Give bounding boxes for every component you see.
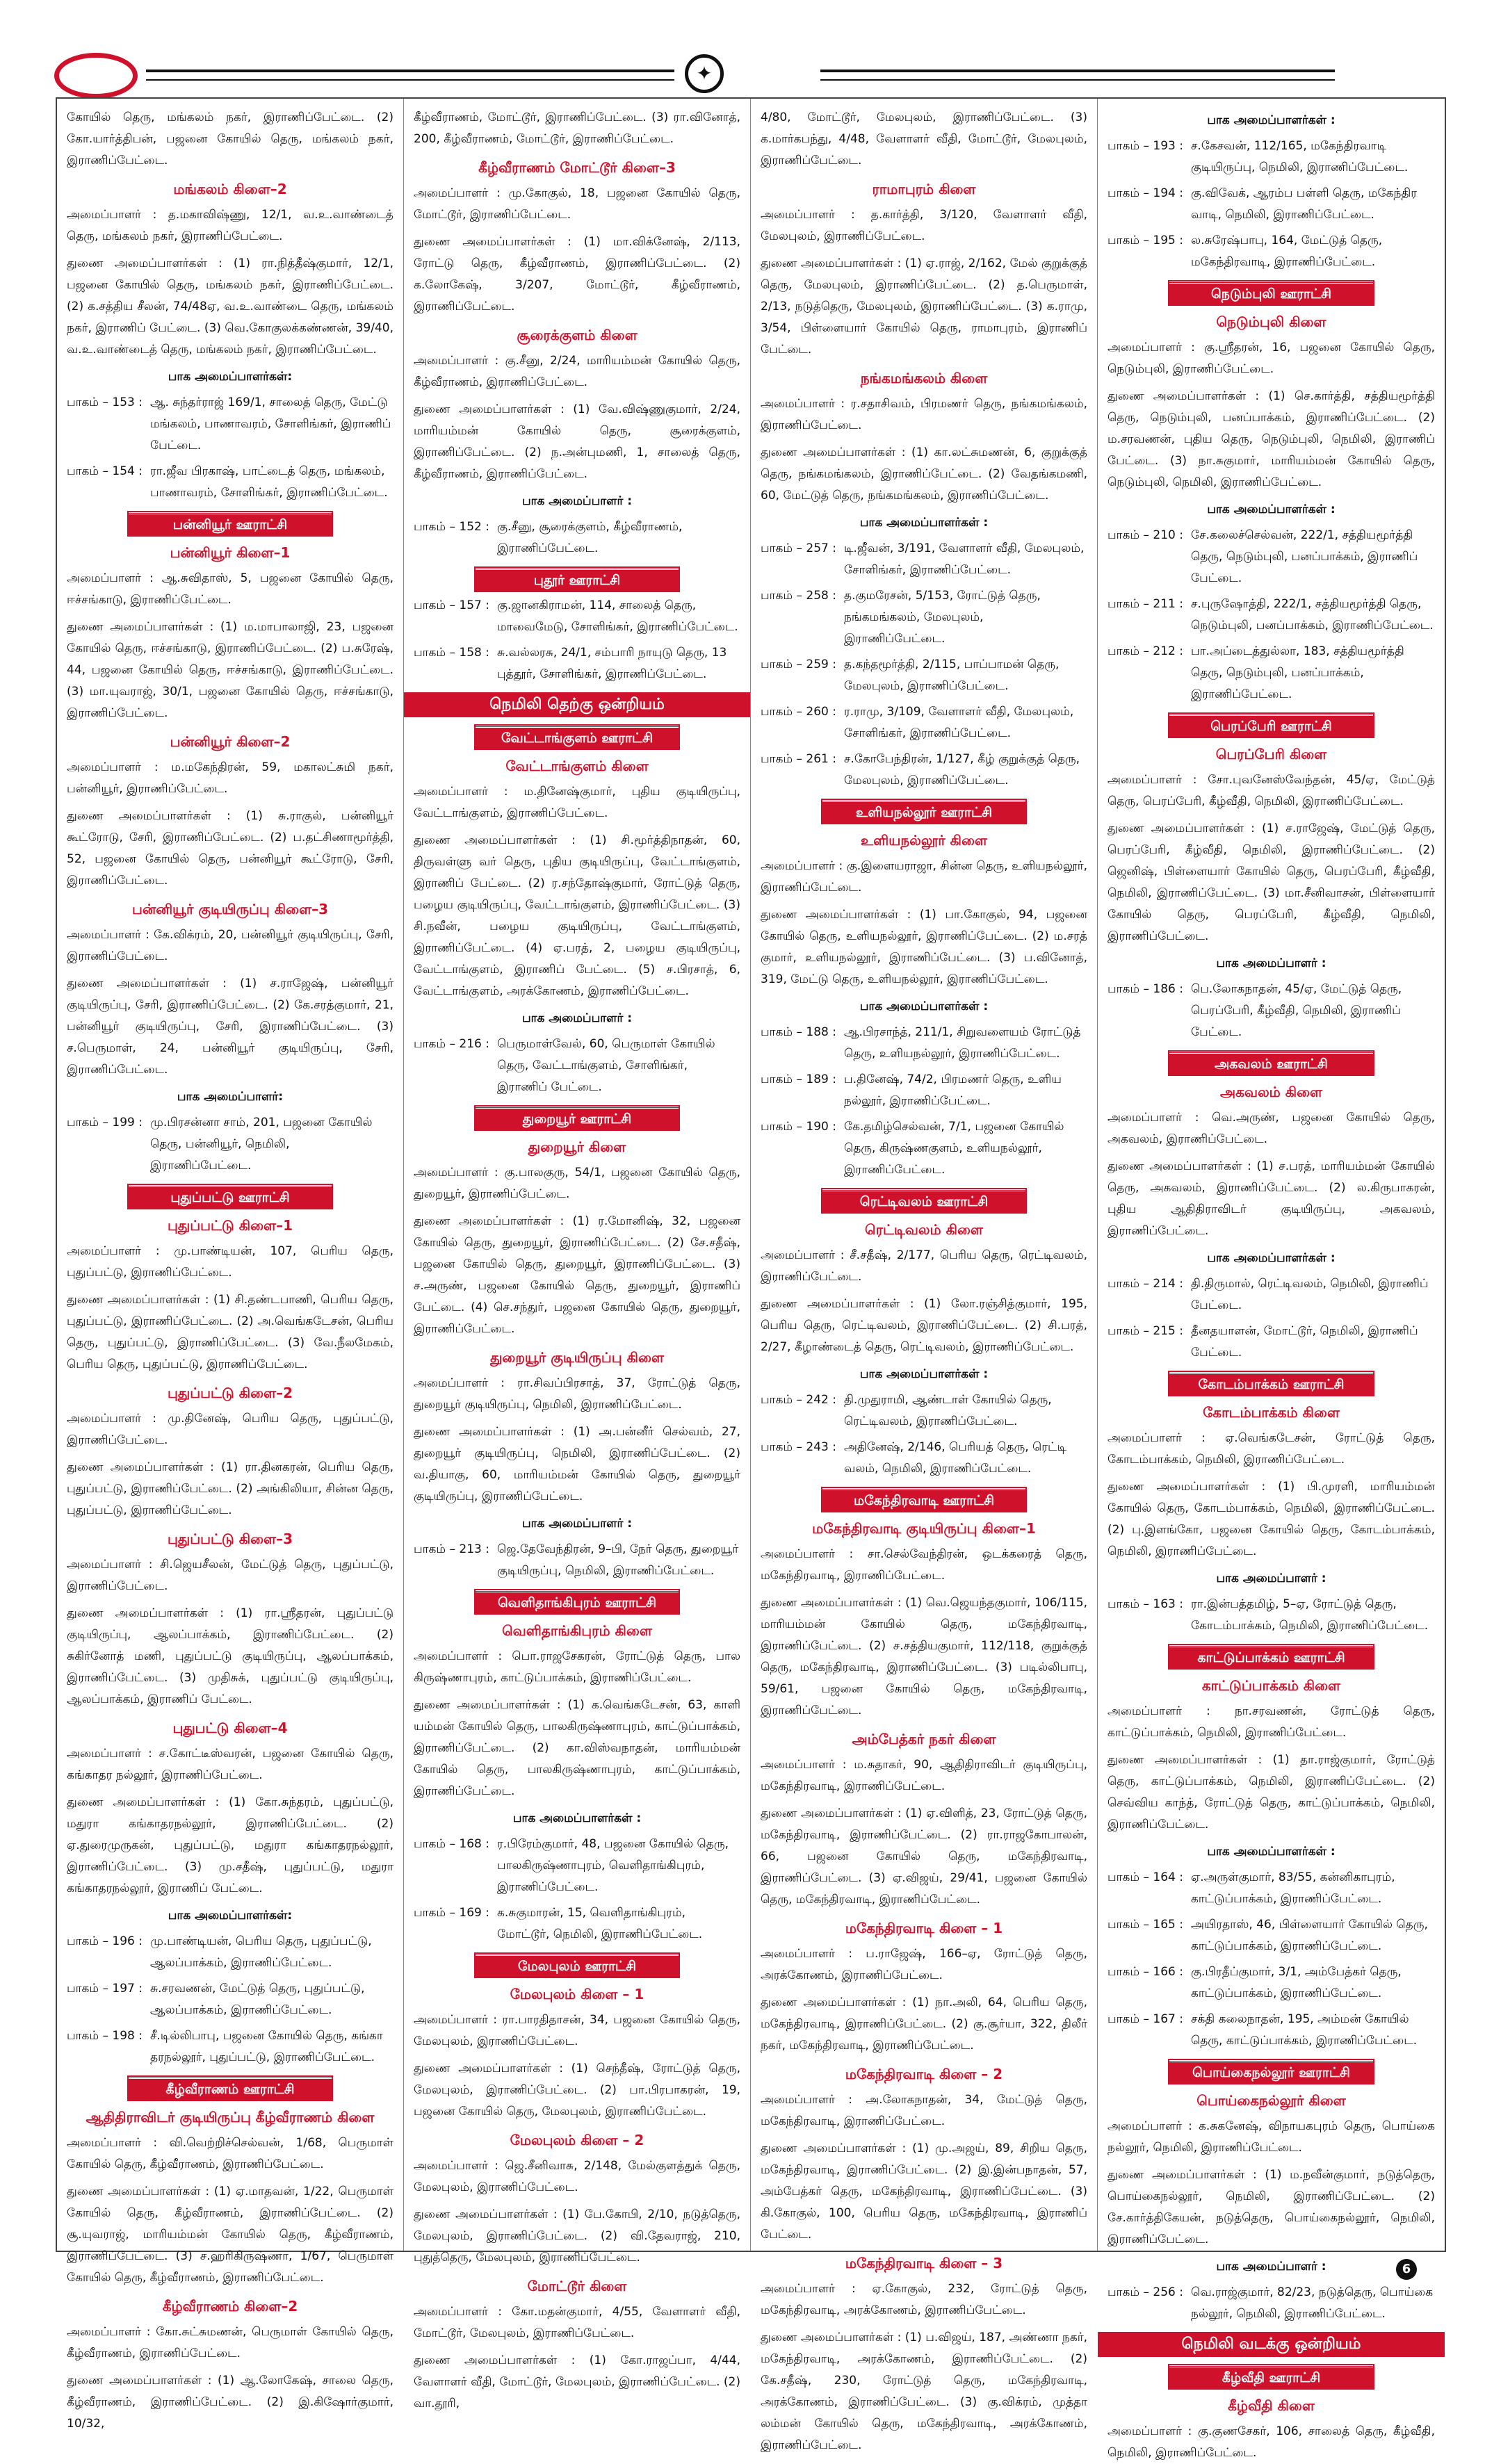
column-3 <box>751 99 1098 2452</box>
paragraph: கோயில் தெரு, மங்கலம் நகர், இராணிப்பேட்டை. (2) கோ.யார்த்திபன், பஜனை கோயில் தெரு, மங்கலம் நகர், இராணிப்பேட்டை. <box>67 111 393 168</box>
paragraph: துணை அமைப்பாளர்கள் : (1) மு.அஜய், 89, சிறிய தெரு, மகேந்திரவாடி, இராணிப்பேட்டை. (2) இ.இன்பநாதன், 57, அம்பேத்கர் தெரு, மகேந்திரவாடி, இராணிப்பேட்டை. (3) கி.கோகுல், 100, பெரிய தெரு, மகேந்திரவாடி, இராணிப் பேட்டை. <box>761 2141 1087 2242</box>
branch-heading: துறையூர் கிளை <box>528 1139 626 1155</box>
paragraph: துணை அமைப்பாளர்கள் : (1) செந்தீஷ், ரோட்டுத் தெரு, மேலபுலம், இராணிப்பேட்டை. (2) பா.பிரபாகரன், 19, பஜனை கோயில் தெரு, மேலபுலம், இராணிப்பேட்டை. <box>414 2062 740 2119</box>
paragraph: துணை அமைப்பாளர்கள் : (1) ம.மாபாலாஜி, 23, பஜனை கோயில் தெரு, ஈச்சங்காடு, இராணிப்பேட்டை. (2) ப.சுரேஷ், 44, பஜனை கோயில் தெரு, ஈச்சங்காடு, இராணிப்பேட்டை. (3) மா.யுவராஜ், 30/1, பஜனை கோயில் தெரு, ஈச்சங்காடு, இராணிப்பேட்டை. <box>67 620 393 720</box>
part-number: பாகம் – 257 : <box>761 541 836 555</box>
panchayat-band: பொய்கைநல்லூர் ஊராட்சி <box>1169 2060 1372 2083</box>
part-row <box>67 392 393 457</box>
paragraph: அமைப்பாளர் : ம.சுதாகர், 90, ஆதிதிராவிடர் குடியிருப்பு, மகேந்திரவாடி, இராணிப்பேட்டை. <box>761 1758 1087 1793</box>
paragraph: அமைப்பாளர் : கு.பாலகுரு, 54/1, பஜனை கோயில் தெரு, துறையூர், இராணிப்பேட்டை. <box>414 1166 740 1201</box>
part-text: ரா.இன்பத்தமிழ், 5–ஏ, ரோட்டுத் தெரு, கோடம்பாக்கம், நெமிலி, இராணிப்பேட்டை. <box>1191 1597 1429 1633</box>
part-number: பாகம் – 166 : <box>1107 1965 1183 1979</box>
part-number: பாகம் – 198 : <box>67 2029 143 2043</box>
part-row <box>1107 1594 1435 1637</box>
paragraph: துணை அமைப்பாளர்கள் : (1) வெ.ஜெயந்தகுமார், 106/115, மாரியம்மன் கோயில் தெரு, மகேந்திரவாடி, இராணிப்பேட்டை. (2) ச.சத்தியகுமார், 112/118, குறுக்குத் தெரு, மகேந்திரவாடி, இராணிப்பேட்டை. (3) படில்லிபாபு, 59/61, பஜனை கோயில் தெரு, மகேந்திரவாடி, இராணிப்பேட்டை. <box>761 1596 1087 1718</box>
part-row <box>761 1437 1087 1480</box>
branch-heading: மோட்டூர் கிளை <box>527 2278 627 2294</box>
part-row <box>761 701 1087 744</box>
paragraph: அமைப்பாளர் : கே.விக்ரம், 20, பன்னியூர் குடியிருப்பு, சேரி, இராணிப்பேட்டை. <box>67 928 393 963</box>
branch-heading: பன்னியூர் குடியிருப்பு கிளை–3 <box>131 901 329 917</box>
part-text: டி.ஜீவன், 3/191, வேளாளர் வீதி, மேலபுலம், சோளிங்கர், இராணிப்பேட்டை. <box>844 541 1085 577</box>
branch-heading: பன்னியூர் கிளை–1 <box>170 544 291 561</box>
section-heading: பாக அமைப்பாளர் : <box>1216 956 1326 970</box>
part-text: தீனதயாளன், மோட்டூர், நெமிலி, இராணிப் பேட்டை. <box>1191 1324 1418 1360</box>
part-row <box>1107 2282 1435 2325</box>
panchayat-band: உளியநல்லூர் ஊராட்சி <box>822 800 1025 823</box>
section-heading: பாக அமைப்பாளர்கள்: <box>168 370 293 384</box>
part-text: அதினேஷ், 2/146, பெரியத் தெரு, ரெட்டி வலம், நெமிலி, இராணிப்பேட்டை. <box>844 1440 1067 1476</box>
paragraph: துணை அமைப்பாளர்கள் : (1) ச.ராஜேஷ், மேட்டுத் தெரு, பெரப்பேரி, கீழ்வீதி, நெமிலி, இராணிப்பேட்டை. (2) ஜெனிஷ், பிள்ளையார் கோயில் தெரு, பெரப்பேரி, கீழ்வீதி, நெமிலி, இராணிப்பேட்டை. (3) மா.சீனிவாசன், பிள்ளையார் கோயில் தெரு, பெரப்பேரி, கீழ்வீதி, நெமிலி, இராணிப்பேட்டை. <box>1107 822 1435 943</box>
part-text: கு.சீனு, சூரைக்குளம், கீழ்வீராணம், இராணிப்பேட்டை. <box>497 520 683 555</box>
part-number: பாகம் – 190 : <box>761 1120 836 1134</box>
section-heading: பாக அமைப்பாளர் : <box>1216 1572 1326 1585</box>
paragraph: அமைப்பாளர் : ஆ.சுவிதாஸ், 5, பஜனை கோயில் தெரு, ஈச்சங்காடு, இராணிப்பேட்டை. <box>67 571 393 607</box>
column-1 <box>57 99 404 2431</box>
paragraph: அமைப்பாளர் : ம.மகேந்திரன், 59, மகாலட்சுமி நகர், பன்னியூர், இராணிப்பேட்டை. <box>67 760 393 796</box>
paragraph: அமைப்பாளர் : க.சுகனேஷ், விநாயகபுரம் தெரு, பொய்கை நல்லூர், நெமிலி, இராணிப்பேட்டை. <box>1107 2119 1435 2155</box>
paragraph: அமைப்பாளர் : பொ.ராஜசேகரன், ரோட்டுத் தெரு, பால கிருஷ்ணாபுரம், காட்டுப்பாக்கம், இராணிப்பேட்டை. <box>414 1649 740 1685</box>
part-text: ச.கோபேந்திரன், 1/127, கீழ் குறுக்குத் தெரு, மேலபுலம், இராணிப்பேட்டை. <box>844 752 1080 788</box>
part-text: தி.திருமால், ரெட்டிவலம், நெமிலி, இராணிப் பேட்டை. <box>1191 1277 1429 1312</box>
section-heading: பாக அமைப்பாளர் : <box>521 1517 633 1531</box>
branch-heading: மகேந்திரவாடி கிளை – 3 <box>845 2255 1003 2271</box>
paragraph: 4/80, மோட்டூர், மேலபுலம், இராணிப்பேட்டை. (3) க.மார்கபந்து, 4/48, வேளாளர் வீதி, மோட்டூர், மேலபுலம், இராணிப்பேட்டை. <box>761 111 1087 168</box>
branch-heading: மேலபுலம் கிளை – 1 <box>510 1986 644 2002</box>
paragraph: துணை அமைப்பாளர்கள் : (1) கோ.சுந்தரம், புதுப்பட்டு, மதுரா கங்காதரநல்லூர், இராணிப்பேட்டை. (2) ஏ.துரைமுருகன், புதுப்பட்டு, மதுரா கங்காதரநல்லூர், இராணிப்பேட்டை. (3) மு.சதீஷ், புதுப்பட்டு, மதுரா கங்காதரநல்லூர், இராணிப் பேட்டை. <box>67 1795 393 1895</box>
paragraph: அமைப்பாளர் : கோ.மதன்குமார், 4/55, வேளாளர் வீதி, மோட்டூர், மேலபுலம், இராணிப்பேட்டை. <box>414 2305 740 2340</box>
paragraph: அமைப்பாளர் : ஏ.கோகுல், 232, ரோட்டுத் தெரு, மகேந்திரவாடி, அரக்கோணம், இராணிப்பேட்டை. <box>761 2282 1087 2317</box>
paragraph: துணை அமைப்பாளர்கள் : (1) ப.விஜய், 187, அண்ணா நகர், மகேந்திரவாடி, அரக்கோணம், இராணிப்பேட்டை. (2) கே.சதீஷ், 230, ரோட்டுத் தெரு, மகேந்திரவாடி, அரக்கோணம், இராணிப்பேட்டை. (3) கு.விக்ரம், முத்தா லம்மன் கோயில் தெரு, மகேந்திரவாடி, அரக்கோணம், இராணிப்பேட்டை. <box>761 2331 1087 2452</box>
paragraph: அமைப்பாளர் : ச.கோட்டீஸ்வரன், பஜனை கோயில் தெரு, கங்காதர நல்லூர், இராணிப்பேட்டை. <box>67 1747 393 1782</box>
part-row <box>761 1389 1087 1433</box>
part-number: பாகம் – 210 : <box>1107 528 1183 542</box>
part-text: ர.பிரேம்குமார், 48, பஜனை கோயில் தெரு, பாலகிருஷ்ணாபுரம், வெளிதாங்கிபுரம், இராணிப்பேட்டை. <box>497 1837 729 1894</box>
part-number: பாகம் – 154 : <box>67 464 143 478</box>
part-number: பாகம் – 188 : <box>761 1025 836 1039</box>
paragraph: துணை அமைப்பாளர்கள் : (1) சு.ராகுல், பன்னியூர் கூட்ரோடு, சேரி, இராணிப்பேட்டை. (2) ப.தட்சிணாமூர்த்தி, 52, பஜனை கோயில் தெரு, பன்னியூர் கூட்ரோடு, சேரி, இராணிப்பேட்டை. <box>67 809 393 888</box>
section-heading: பாக அமைப்பாளர்: <box>177 1090 284 1104</box>
part-number: பாகம் – 195 : <box>1107 234 1183 247</box>
panchayat-band: கீழ்வீதி ஊராட்சி <box>1169 2365 1372 2388</box>
paragraph: துணை அமைப்பாளர்கள் : (1) சி.மூர்த்திநாதன், 60, திருவள்ளு வர் தெரு, புதிய குடியிருப்பு, வேட்டாங்குளம், இராணிப் பேட்டை. (2) ர.சந்தோஷ்குமார், ரோட்டுத் தெரு, பழைய குடியிருப்பு, வேட்டாங்குளம், இராணிப்பேட்டை. (3) சி.நவீன், பழைய குடியிருப்பு, வேட்டாங்குளம், இராணிப்பேட்டை. (4) ஏ.பரத், 2, பழைய குடியிருப்பு, வேட்டாங்குளம், இராணிப் பேட்டை. (5) ச.பிரசாத், 6, வேட்டாங்குளம், அரக்கோணம், இராணிப்பேட்டை. <box>414 833 740 998</box>
panchayat-band: புதூர் ஊராட்சி <box>476 568 678 591</box>
part-row <box>1107 979 1435 1043</box>
section-heading: பாக அமைப்பாளர்கள் : <box>512 1811 642 1825</box>
part-text: மு.பாண்டியன், பெரிய தெரு, புதுப்பட்டு, ஆலப்பாக்கம், இராணிப்பேட்டை. <box>150 1934 372 1970</box>
paragraph: துணை அமைப்பாளர்கள் : (1) பே.கோபி, 2/10, நடுத்தெரு, மேலபுலம், இராணிப்பேட்டை. (2) வி.தேவராஜ், 210, புதுத்தெரு, மேலபுலம், இராணிப்பேட்டை. <box>414 2208 740 2265</box>
part-text: மு.பிரசன்னா சாம், 201, பஜனை கோயில் தெரு, பன்னியூர், நெமிலி, இராணிப்பேட்டை. <box>150 1116 373 1173</box>
section-heading: பாக அமைப்பாளர் : <box>1216 2260 1326 2274</box>
branch-heading: மங்கலம் கிளை–2 <box>173 181 287 197</box>
page-number-badge: 6 <box>1396 2259 1417 2280</box>
paragraph: துணை அமைப்பாளர்கள் : (1) ரா.நித்தீஷ்குமார், 12/1, பஜனை கோயில் தெரு, மங்கலம் நகர், இராணிப்பேட்டை. (2) க.சத்திய சீலன், 74/48ஏ, வ.உ.வாண்டை தெரு, மங்கலம் நகர், இராணிப் பேட்டை. (3) வெ.கோகுலக்கண்ணன், 39/40, வ.உ.வாண்டைத் தெரு, மங்கலம் நகர், இராணிப்பேட்டை. <box>67 256 393 357</box>
paragraph: அமைப்பாளர் : ம.தினேஷ்குமார், புதிய குடியிருப்பு, வேட்டாங்குளம், இராணிப்பேட்டை. <box>414 785 740 820</box>
part-number: பாகம் – 186 : <box>1107 982 1183 996</box>
branch-heading: சூரைக்குளம் கிளை <box>517 327 638 343</box>
part-number: பாகம் – 214 : <box>1107 1277 1183 1291</box>
union-banner: நெமிலி வடக்கு ஒன்றியம் <box>1098 2332 1445 2357</box>
paragraph: துணை அமைப்பாளர்கள் : (1) ரா.தினகரன், பெரிய தெரு, புதுப்பட்டு, இராணிப்பேட்டை. (2) அங்கிலியா, சின்ன தெரு, புதுப்பட்டு, இராணிப்பேட்டை. <box>67 1460 393 1517</box>
part-number: பாகம் – 213 : <box>414 1542 489 1556</box>
paragraph: அமைப்பாளர் : சி.ஜெயசீலன், மேட்டுத் தெரு, புதுப்பட்டு, இராணிப்பேட்டை. <box>67 1558 393 1593</box>
part-text: த.கந்தமூர்த்தி, 2/115, பாப்பாமன் தெரு, மேலபுலம், இராணிப்பேட்டை. <box>844 658 1060 693</box>
paragraph: அமைப்பாளர் : ஏ.வெங்கடேசன், ரோட்டுத் தெரு, கோடம்பாக்கம், நெமிலி, இராணிப்பேட்டை. <box>1107 1431 1435 1467</box>
part-row <box>761 538 1087 581</box>
paragraph: துணை அமைப்பாளர்கள் : (1) நா.அலி, 64, பெரிய தெரு, மகேந்திரவாடி, இராணிப்பேட்டை. (2) கு.சூர்யா, 322, திலீர் நகர், மகேந்திரவாடி, இராணிப்பேட்டை. <box>761 1996 1087 2053</box>
paragraph: அமைப்பாளர் : கோ.சுட்சுமணன், பெருமாள் கோயில் தெரு, கீழ்வீராணம், இராணிப்பேட்டை. <box>67 2325 393 2360</box>
section-heading: பாக அமைப்பாளர்கள் : <box>859 1367 989 1381</box>
section-heading: பாக அமைப்பாளர்கள் : <box>1207 113 1336 127</box>
paragraph: அமைப்பாளர் : ஜெ.சீனிவாசு, 2/148, மேல்குளத்துக் தெரு, மேலபுலம், இராணிப்பேட்டை. <box>414 2159 740 2194</box>
paragraph: துணை அமைப்பாளர்கள் : (1) ர.மோனிஷ், 32, பஜனை கோயில் தெரு, துறையூர், இராணிப்பேட்டை. (2) சே.சதீஷ், பஜனை கோயில் தெரு, துறையூர், இராணிப்பேட்டை. (3) ச.அருண், பஜனை கோயில் தெரு, துறையூர், இராணிப் பேட்டை. (4) செ.சந்துர், பஜனை கோயில் தெரு, துறையூர், இராணிப்பேட்டை. <box>414 1214 740 1336</box>
paragraph: துணை அமைப்பாளர்கள் : (1) தா.ராஜ்குமார், ரோட்டுத் தெரு, காட்டுப்பாக்கம், நெமிலி, இராணிப்பேட்டை. (2) செவ்விய காந்த், ரோட்டுத் தெரு, காட்டுப்பாக்கம், நெமிலி, இராணிப்பேட்டை. <box>1107 1753 1435 1831</box>
paragraph: அமைப்பாளர் : கு.குணசேகர், 106, சாலைத் தெரு, கீழ்வீதி, நெமிலி, இராணிப்பேட்டை. <box>1107 2424 1435 2460</box>
paragraph: அமைப்பாளர் : ப.ராஜேஷ், 166–ஏ, ரோட்டுத் தெரு, அரக்கோணம், இராணிப்பேட்டை. <box>761 1947 1087 1982</box>
paragraph: அமைப்பாளர் : வெ.அருண், பஜனை கோயில் தெரு, அகவலம், இராணிப்பேட்டை. <box>1107 1111 1435 1146</box>
branch-heading: மகேந்திரவாடி கிளை – 1 <box>845 1920 1003 1936</box>
part-row <box>1107 136 1435 179</box>
part-text: பெ.லோகநாதன், 45/ஏ, மேட்டுத் தெரு, பெரப்பேரி, கீழ்வீதி, நெமிலி, இராணிப் பேட்டை. <box>1191 982 1402 1039</box>
paragraph: துணை அமைப்பாளர்கள் : (1) ஆ.லோகேஷ், சாலை தெரு, கீழ்வீராணம், இராணிப்பேட்டை. (2) இ.கிஷோர்குமார், 10/32, <box>67 2374 393 2431</box>
paragraph: அமைப்பாளர் : ரா.பாரதிதாசன், 34, பஜனை கோயில் தெரு, மேலபுலம், இராணிப்பேட்டை. <box>414 2013 740 2048</box>
part-number: பாகம் – 193 : <box>1107 139 1183 153</box>
panchayat-band: துறையூர் ஊராட்சி <box>476 1107 678 1129</box>
paragraph: துணை அமைப்பாளர்கள் : (1) ம.நவீன்குமார், நடுத்தெரு, பொய்கைநல்லூர், நெமிலி, இராணிப்பேட்டை. (2) சே.கார்த்திகேயன், நடுத்தெரு, பொய்கைநல்லூர், நெமிலி, இராணிப்பேட்டை. <box>1107 2168 1435 2246</box>
part-row <box>761 749 1087 792</box>
panchayat-band: நெடும்புலி ஊராட்சி <box>1169 282 1372 304</box>
part-number: பாகம் – 259 : <box>761 658 836 671</box>
part-number: பாகம் – 258 : <box>761 589 836 603</box>
part-row <box>414 516 740 560</box>
part-text: ஜெ.தேவேந்திரன், 9–பி, நேர் தெரு, துறையூர் குடியிருப்பு, நெமிலி, இராணிப்பேட்டை. <box>497 1542 739 1578</box>
section-heading: பாக அமைப்பாளர்கள் : <box>859 1000 989 1013</box>
part-number: பாகம் – 194 : <box>1107 186 1183 200</box>
part-text: ல.சுரேஷ்பாபு, 164, மேட்டுத் தெரு, மகேந்திரவாடி, இராணிப்பேட்டை. <box>1191 234 1383 269</box>
part-text: பெருமாள்வேல், 60, பெருமாள் கோயில் தெரு, வேட்டாங்குளம், சோளிங்கர், இராணிப் பேட்டை. <box>497 1037 715 1094</box>
paragraph: அமைப்பாளர் : மு.பாண்டியன், 107, பெரிய தெரு, புதுப்பட்டு, இராணிப்பேட்டை. <box>67 1244 393 1280</box>
part-text: ச.கேசவன், 112/165, மகேந்திரவாடி குடியிருப்பு, நெமிலி, இராணிப்பேட்டை. <box>1191 139 1409 174</box>
panchayat-band: மகேந்திரவாடி ஊராட்சி <box>822 1488 1025 1511</box>
part-text: ர.ராமு, 3/109, வேளாளர் வீதி, மேலபுலம், சோளிங்கர், இராணிப்பேட்டை. <box>844 705 1074 740</box>
article-frame <box>56 97 1446 2460</box>
part-row <box>414 595 740 638</box>
branch-heading: உளியநல்லூர் கிளை <box>860 832 988 849</box>
paragraph: அமைப்பாளர் : மு.தினேஷ், பெரிய தெரு, புதுப்பட்டு, இராணிப்பேட்டை. <box>67 1412 393 1447</box>
paragraph: துணை அமைப்பாளர்கள் : (1) ச.ராஜேஷ், பன்னியூர் குடியிருப்பு, சேரி, இராணிப்பேட்டை. (2) கே.சரத்குமார், 21, பன்னியூர் குடியிருப்பு, சேரி, இராணிப்பேட்டை. (3) ச.பெருமாள், 24, பன்னியூர் குடியிருப்பு, சேரி, இராணிப்பேட்டை. <box>67 977 393 1077</box>
section-heading: பாக அமைப்பாளர் : <box>521 494 633 508</box>
part-number: பாகம் – 256 : <box>1107 2285 1183 2299</box>
section-heading: பாக அமைப்பாளர் : <box>521 1011 633 1025</box>
part-text: தி.முதுராமி, ஆண்டாள் கோயில் தெரு, ரெட்டிவலம், இராணிப்பேட்டை. <box>844 1393 1052 1428</box>
branch-heading: கோடம்பாக்கம் கிளை <box>1203 1404 1340 1421</box>
panchayat-band: பெரப்பேரி ஊராட்சி <box>1169 714 1372 737</box>
branch-heading: ரெட்டிவலம் கிளை <box>865 1221 983 1238</box>
part-number: பாகம் – 165 : <box>1107 1918 1183 1932</box>
panchayat-band: மேலபுலம் ஊராட்சி <box>476 1954 678 1977</box>
branch-heading: மகேந்திரவாடி குடியிருப்பு கிளை–1 <box>812 1520 1036 1537</box>
header-rule-right <box>820 70 1335 81</box>
branch-heading: வேட்டாங்குளம் கிளை <box>505 758 649 774</box>
part-row <box>1107 2009 1435 2052</box>
emblem-icon: ✦ <box>685 54 724 93</box>
part-number: பாகம் – 197 : <box>67 1982 143 1996</box>
part-row <box>1107 1321 1435 1364</box>
branch-heading: கீழ்வீதி கிளை <box>1228 2397 1315 2414</box>
paragraph: துணை அமைப்பாளர்கள் : (1) ஏ.ராஜ், 2/162, மேல் குறுக்குத் தெரு, மேலபுலம், இராணிப்பேட்டை. (2) த.பெருமாள், 2/13, நடுத்தெரு, மேலபுலம், இராணிப்பேட்டை. (3) க.ராமு, 3/54, பிள்ளையார் கோயில் தெரு, ராமாபுரம், இராணிப் பேட்டை. <box>761 256 1087 357</box>
part-text: ச.புருஷோத்தி, 222/1, சத்தியமூர்த்தி தெரு, நெடும்புலி, பனப்பாக்கம், இராணிப்பேட்டை. <box>1191 597 1434 633</box>
part-number: பாகம் – 158 : <box>414 646 489 660</box>
part-text: கு.ஜானகிராமன், 114, சாலைத் தெரு, மாவைமேடு, சோளிங்கர், இராணிப்பேட்டை. <box>497 598 738 634</box>
branch-heading: அம்பேத்கர் நகர் கிளை <box>852 1731 996 1747</box>
part-text: த.குமரேசன், 5/153, ரோட்டுத் தெரு, நங்கமங்கலம், மேலபுலம், இராணிப்பேட்டை. <box>844 589 1041 646</box>
paragraph: துணை அமைப்பாளர்கள் : (1) செ.கார்த்தி, சத்தியமூர்த்தி தெரு, நெடும்புலி, பனப்பாக்கம், இராணிப்பேட்டை. (2) ம.சரவணன், புதிய தெரு, நெடும்புலி, நெமிலி, இராணிப் பேட்டை. (3) நா.சுகுமார், மாரியம்மன் கோயில் தெரு, நெடும்புலி, நெமிலி, இராணிப்பேட்டை. <box>1107 389 1435 489</box>
branch-heading: நங்கமங்கலம் கிளை <box>860 370 988 386</box>
branch-heading: கீழ்வீராணம் கிளை–2 <box>162 2298 298 2315</box>
paragraph: துணை அமைப்பாளர்கள் : (1) மா.விக்னேஷ், 2/113, ரோட்டு தெரு, கீழ்வீராணம், இராணிப்பேட்டை. (2) க.லோகேஷ், 3/207, மோட்டூர், கீழ்வீராணம், இராணிப்பேட்டை. <box>414 235 740 313</box>
column-4 <box>1098 99 1445 2460</box>
union-banner: நெமிலி தெற்கு ஒன்றியம் <box>404 692 750 717</box>
branch-heading: ஆதிதிராவிடர் குடியிருப்பு கீழ்வீராணம் கிளை <box>86 2109 375 2126</box>
part-number: பாகம் – 199 : <box>67 1116 143 1129</box>
part-text: ரா.ஜீவ பிரகாஷ், பாட்டைத் தெரு, மங்கலம், பாணாவரம், சோளிங்கர், இராணிப்பேட்டை. <box>150 464 388 500</box>
paragraph: துணை அமைப்பாளர்கள் : (1) அ.பன்னீர் செல்வம், 27, துறையூர் குடியிருப்பு, நெமிலி, இராணிப்பேட்டை. (2) வ.தியாகு, 60, மாரியம்மன் கோயில் தெரு, துறையூர் குடியிருப்பு, இராணிப்பேட்டை. <box>414 1425 740 1503</box>
part-number: பாகம் – 216 : <box>414 1037 489 1051</box>
part-row <box>1107 1914 1435 1957</box>
branch-heading: மேலபுலம் கிளை – 2 <box>510 2132 644 2148</box>
part-row <box>761 1069 1087 1112</box>
paragraph: அமைப்பாளர் : ர.சதாசிவம், பிரமணர் தெரு, நங்கமங்கலம், இராணிப்பேட்டை. <box>761 397 1087 432</box>
part-row <box>761 654 1087 697</box>
header-rule-left <box>146 70 674 81</box>
part-row <box>67 1978 393 2021</box>
section-heading: பாக அமைப்பாளர்கள் : <box>1207 503 1336 516</box>
branch-heading: மகேந்திரவாடி கிளை – 2 <box>845 2066 1003 2082</box>
panchayat-band: வெளிதாங்கிபுரம் ஊராட்சி <box>476 1590 678 1613</box>
panchayat-band: காட்டுப்பாக்கம் ஊராட்சி <box>1169 1645 1372 1668</box>
part-number: பாகம் – 189 : <box>761 1072 836 1086</box>
part-text: சே.கலைச்செல்வன், 222/1, சத்தியமூர்த்தி தெரு, நெடும்புலி, பனப்பாக்கம், இராணிப் பேட்டை. <box>1191 528 1418 585</box>
part-text: அயிரதாஸ், 46, பிள்ளையார் கோயில் தெரு, காட்டுப்பாக்கம், இராணிப்பேட்டை. <box>1191 1918 1428 1953</box>
paragraph: துணை அமைப்பாளர்கள் : (1) பி.முரளி, மாரியம்மன் கோயில் தெரு, கோடம்பாக்கம், நெமிலி, இராணிப்பேட்டை. (2) பு.இளங்கோ, பஜனை கோயில் தெரு, கோடம்பாக்கம், நெமிலி, இராணிப்பேட்டை. <box>1107 1480 1435 1558</box>
panchayat-band: கோடம்பாக்கம் ஊராட்சி <box>1169 1372 1372 1395</box>
branch-heading: புதுப்பட்டு கிளை–3 <box>168 1531 293 1547</box>
part-row <box>67 1931 393 1974</box>
paragraph: அமைப்பாளர் : சா.செல்வேந்திரன், ஒடக்கரைத் தெரு, மகேந்திரவாடி, இராணிப்பேட்டை. <box>761 1547 1087 1583</box>
part-row <box>414 1902 740 1945</box>
part-number: பாகம் – 215 : <box>1107 1324 1183 1338</box>
part-number: பாகம் – 212 : <box>1107 644 1183 658</box>
part-text: கு.பிரதீப்குமார், 3/1, அம்பேத்கர் தெரு, காட்டுப்பாக்கம், இராணிப்பேட்டை. <box>1191 1965 1402 2000</box>
section-heading: பாக அமைப்பாளர்கள்: <box>168 1909 293 1923</box>
paragraph: அமைப்பாளர் : சீ.சதீஷ், 2/177, பெரிய தெரு, ரெட்டிவலம், இராணிப்பேட்டை. <box>761 1248 1087 1284</box>
part-number: பாகம் – 168 : <box>414 1837 489 1851</box>
part-text: சு.சரவணன், மேட்டுத் தெரு, புதுப்பட்டு, ஆலப்பாக்கம், இராணிப்பேட்டை. <box>150 1982 365 2017</box>
paragraph: அமைப்பாளர் : நா.சரவணன், ரோட்டுத் தெரு, காட்டுப்பாக்கம், நெமிலி, இராணிப்பேட்டை. <box>1107 1704 1435 1740</box>
branch-heading: கீழ்வீராணம் மோட்டூர் கிளை–3 <box>478 159 676 176</box>
part-row <box>1107 230 1435 273</box>
paragraph: அமைப்பாளர் : கு.ஸ்ரீதரன், 16, பஜனை கோயில் தெரு, நெடும்புலி, இராணிப்பேட்டை. <box>1107 341 1435 376</box>
section-heading: பாக அமைப்பாளர்கள் : <box>859 516 989 530</box>
paragraph: துணை அமைப்பாளர்கள் : (1) க.வெங்கடேசன், 63, காளி யம்மன் கோயில் தெரு, பாலகிருஷ்ணாபுரம், காட்டுப்பாக்கம், இராணிப்பேட்டை. (2) கா.விஸ்வநாதன், மாரியம்மன் கோயில் தெரு, பாலகிருஷ்ணாபுரம், காட்டுப்பாக்கம், இராணிப்பேட்டை. <box>414 1698 740 1798</box>
paragraph: அமைப்பாளர் : மு.கோகுல், 18, பஜனை கோயில் தெரு, மோட்டூர், இராணிப்பேட்டை. <box>414 186 740 222</box>
branch-heading: நெடும்புலி கிளை <box>1216 313 1326 330</box>
part-text: சு.வல்லரசு, 24/1, சம்பாரி நாயுடு தெரு, 13 புத்தூர், சோளிங்கர், இராணிப்பேட்டை. <box>497 646 727 681</box>
part-text: க.சுகுமாரன், 15, வெளிதாங்கிபுரம், மோட்டூர், நெமிலி, இராணிப்பேட்டை. <box>497 1906 703 1941</box>
paragraph: துணை அமைப்பாளர்கள் : (1) ஏ.மாதவன், 1/22, பெருமாள் கோயில் தெரு, கீழ்வீராணம், இராணிப்பேட்டை. (2) சூ.யுவராஜ், மாரியம்மன் கோயில் தெரு, கீழ்வீராணம், இராணிப்பேட்டை. (3) ச.ஹரிகிருஷ்ணா, 1/67, பெருமாள் கோயில் தெரு, கீழ்வீராணம், இராணிப்பேட்டை. <box>67 2185 393 2285</box>
part-row <box>1107 641 1435 705</box>
branch-heading: துறையூர் குடியிருப்பு கிளை <box>490 1349 664 1366</box>
part-row <box>67 2025 393 2069</box>
paragraph: துணை அமைப்பாளர்கள் : (1) வே.விஷ்ணுகுமார், 2/24, மாரியம்மன் கோயில் தெரு, சூரைக்குளம், இராணிப்பேட்டை. (2) ந.அன்புமணி, 1, சாலைத் தெரு, கீழ்வீராணம், இராணிப்பேட்டை. <box>414 402 740 481</box>
paragraph: அமைப்பாளர் : த.கார்த்தி, 3/120, வேளாளர் வீதி, மேலபுலம், இராணிப்பேட்டை. <box>761 208 1087 243</box>
panchayat-band: பன்னியூர் ஊராட்சி <box>129 512 331 535</box>
column-2 <box>404 99 751 2410</box>
part-number: பாகம் – 152 : <box>414 520 489 534</box>
panchayat-band: ரெட்டிவலம் ஊராட்சி <box>822 1189 1025 1212</box>
branch-heading: அகவலம் கிளை <box>1219 1084 1323 1100</box>
part-row <box>1107 1273 1435 1316</box>
paragraph: அமைப்பாளர் : கு.இளையராஜா, சின்ன தெரு, உளியநல்லூர், இராணிப்பேட்டை. <box>761 859 1087 895</box>
paragraph: துணை அமைப்பாளர்கள் : (1) ச.பரத், மாரியம்மன் கோயில் தெரு, அகவலம், இராணிப்பேட்டை. (2) ல.கிருபாகரன், புதிய ஆதிதிராவிடர் குடியிருப்பு, அகவலம், இராணிப்பேட்டை. <box>1107 1159 1435 1238</box>
panchayat-band: கீழ்வீராணம் ஊராட்சி <box>129 2077 331 2100</box>
part-row <box>414 642 740 685</box>
paragraph: துணை அமைப்பாளர்கள் : (1) சி.தண்டபாணி, பெரிய தெரு, புதுப்பட்டு, இராணிப்பேட்டை. (2) அ.வெங்கடேசன், பெரிய தெரு, புதுப்பட்டு, இராணிப்பேட்டை. (3) வே.நீலமேகம், பெரிய தெரு, புதுப்பட்டு, இராணிப்பேட்டை. <box>67 1293 393 1371</box>
part-row <box>761 1022 1087 1065</box>
part-text: ப.தினேஷ், 74/2, பிரமணர் தெரு, உளிய நல்லூர், இராணிப்பேட்டை. <box>844 1072 1062 1108</box>
part-row <box>761 585 1087 650</box>
part-text: பா.அப்டைத்துல்லா, 183, சத்தியமூர்த்தி தெரு, நெடும்புலி, பனப்பாக்கம், இராணிப்பேட்டை. <box>1191 644 1404 701</box>
part-text: ஏ.அருள்குமார், 83/55, கன்னிகாபுரம், காட்டுப்பாக்கம், இராணிப்பேட்டை. <box>1191 1870 1395 1906</box>
paragraph: துணை அமைப்பாளர்கள் : (1) ஏ.விளித், 23, ரோட்டுத் தெரு, மகேந்திரவாடி, இராணிப்பேட்டை. (2) ரா.ராஜகோபாலன், 66, பஜனை கோயில் தெரு, மகேந்திரவாடி, இராணிப்பேட்டை. (3) ஏ.விஜய், 29/41, பஜனை கோயில் தெரு, மகேந்திரவாடி, இராணிப்பேட்டை. <box>761 1806 1087 1907</box>
branch-heading: பொய்கைநல்லூர் கிளை <box>1196 2092 1346 2109</box>
branch-heading: புதுப்பட்டு கிளை–1 <box>168 1217 293 1234</box>
part-number: பாகம் – 153 : <box>67 395 143 409</box>
part-row <box>414 1034 740 1098</box>
part-number: பாகம் – 260 : <box>761 705 836 719</box>
paragraph: அமைப்பாளர் : அ.லோகநாதன், 34, மேட்டுத் தெரு, மகேந்திரவாடி, இராணிப்பேட்டை. <box>761 2093 1087 2128</box>
paragraph: அமைப்பாளர் : த.மகாவிஷ்ணு, 12/1, வ.உ.வாண்டைத் தெரு, மங்கலம் நகர், இராணிப்பேட்டை. <box>67 208 393 243</box>
part-row <box>1107 594 1435 637</box>
part-number: பாகம் – 242 : <box>761 1393 836 1407</box>
part-row <box>1107 1961 1435 2005</box>
paragraph: துணை அமைப்பாளர்கள் : (1) கோ.ராஜப்பா, 4/44, வேளாளர் வீதி, மோட்டூர், மேலபுலம், இராணிப்பேட்டை. (2) வா.தூரி, <box>414 2353 740 2410</box>
panchayat-band: வேட்டாங்குளம் ஊராட்சி <box>476 726 678 749</box>
part-row <box>1107 525 1435 589</box>
paragraph: துணை அமைப்பாளர்கள் : (1) கா.லட்சுமணன், 6, குறுக்குத் தெரு, நங்கமங்கலம், இராணிப்பேட்டை. (2) வேதங்கமணி, 60, மேட்டுத் தெரு, நங்கமங்கலம், இராணிப்பேட்டை. <box>761 446 1087 503</box>
panchayat-band: புதுப்பட்டு ஊராட்சி <box>129 1185 331 1208</box>
branch-heading: பன்னியூர் கிளை–2 <box>170 733 291 750</box>
part-number: பாகம் – 211 : <box>1107 597 1183 611</box>
part-number: பாகம் – 169 : <box>414 1906 489 1920</box>
branch-heading: வெளிதாங்கிபுரம் கிளை <box>502 1622 652 1639</box>
part-number: பாகம் – 157 : <box>414 598 489 612</box>
paragraph: துணை அமைப்பாளர்கள் : (1) பா.கோகுல், 94, பஜனை கோயில் தெரு, உளியநல்லூர், இராணிப்பேட்டை. (2) ம.சரத் குமார், உளியநல்லூர், இராணிப்பேட்டை. (3) ப.வினோத், 319, மேட்டு தெரு, உளியநல்லூர், இராணிப்பேட்டை. <box>761 908 1087 986</box>
part-text: ஆ.பிரசாந்த், 211/1, சிறுவளையம் ரோட்டுத் தெரு, உளியநல்லூர், இராணிப்பேட்டை. <box>844 1025 1081 1061</box>
part-row <box>67 1112 393 1177</box>
part-row <box>414 1539 740 1582</box>
part-text: கே.தமிழ்செல்வன், 7/1, பஜனை கோயில் தெரு, கிருஷ்ணகுளம், உளியநல்லூர், இராணிப்பேட்டை. <box>844 1120 1064 1177</box>
part-row <box>1107 1867 1435 1910</box>
section-heading: பாக அமைப்பாளர்கள் : <box>1207 1845 1336 1859</box>
part-row <box>414 1834 740 1898</box>
part-row <box>761 1116 1087 1181</box>
paragraph: அமைப்பாளர் : வி.வெற்றிச்செல்வன், 1/68, பெருமாள் கோயில் தெரு, கீழ்வீராணம், இராணிப்பேட்டை. <box>67 2136 393 2171</box>
part-text: வெ.ராஜ்குமார், 82/23, நடுத்தெரு, பொய்கை நல்லூர், நெமிலி, இராணிப்பேட்டை. <box>1191 2285 1434 2321</box>
paragraph: துணை அமைப்பாளர்கள் : (1) லோ.ரஞ்சித்குமார், 195, பெரிய தெரு, ரெட்டிவலம், இராணிப்பேட்டை. (2) சி.பரத், 2/27, கீழாண்டைத் தெரு, ரெட்டிவலம், இராணிப்பேட்டை. <box>761 1297 1087 1354</box>
branch-heading: காட்டுப்பாக்கம் கிளை <box>1201 1677 1341 1694</box>
part-text: கு.விவேக், ஆரம்ப பள்ளி தெரு, மகேந்திர வாடி, நெமிலி, இராணிப்பேட்டை. <box>1191 186 1418 222</box>
part-number: பாகம் – 261 : <box>761 752 836 766</box>
paragraph: அமைப்பாளர் : ரா.சிவப்பிரசாத், 37, ரோட்டுத் தெரு, துறையூர் குடியிருப்பு, நெமிலி, இராணிப்பேட்டை. <box>414 1376 740 1412</box>
part-number: பாகம் – 196 : <box>67 1934 143 1948</box>
part-number: பாகம் – 164 : <box>1107 1870 1183 1884</box>
branch-heading: ராமாபுரம் கிளை <box>872 181 976 197</box>
part-text: ஆ. சுந்தர்ராஜ் 169/1, சாலைத் தெரு, மேட்டு மங்கலம், பாணாவரம், சோளிங்கர், இராணிப் பேட்டை. <box>150 395 391 452</box>
branch-heading: புதுபட்டு கிளை–4 <box>172 1720 288 1736</box>
logo-circle-icon <box>54 53 138 99</box>
paragraph: அமைப்பாளர் : சோ.புவனேஸ்வேந்தன், 45/ஏ, மேட்டுத் தெரு, பெரப்பேரி, கீழ்வீதி, நெமிலி, இராணிப்பேட்டை. <box>1107 773 1435 808</box>
paragraph: துணை அமைப்பாளர்கள் : (1) ரா.ஸ்ரீதரன், புதுப்பட்டு குடியிருப்பு, ஆலப்பாக்கம், இராணிப்பேட்டை. (2) சுகிர்னோத் மணி, புதுப்பட்டு குடியிருப்பு, ஆலப்பாக்கம், இராணிப்பேட்டை. (3) முதிசுக், புதுப்பட்டு குடியிருப்பு, ஆலப்பாக்கம், இராணிப் பேட்டை. <box>67 1606 393 1706</box>
section-heading: பாக அமைப்பாளர்கள் : <box>1207 1251 1336 1265</box>
part-row <box>1107 183 1435 226</box>
panchayat-band: அகவலம் ஊராட்சி <box>1169 1052 1372 1075</box>
paragraph: கீழ்வீராணம், மோட்டூர், இராணிப்பேட்டை. (3) ரா.வினோத், 200, கீழ்வீராணம், மோட்டூர், இராணிப்பேட்டை. <box>414 111 740 146</box>
part-number: பாகம் – 167 : <box>1107 2012 1183 2026</box>
paragraph: அமைப்பாளர் : கு.சீனு, 2/24, மாரியம்மன் கோயில் தெரு, கீழ்வீராணம், இராணிப்பேட்டை. <box>414 354 740 389</box>
part-number: பாகம் – 243 : <box>761 1440 836 1454</box>
part-text: சக்தி கலைநாதன், 195, அம்மன் கோயில் தெரு, காட்டுப்பாக்கம், இராணிப்பேட்டை. <box>1191 2012 1418 2048</box>
part-number: பாகம் – 163 : <box>1107 1597 1183 1611</box>
branch-heading: புதுப்பட்டு கிளை–2 <box>168 1385 293 1401</box>
branch-heading: பெரப்பேரி கிளை <box>1215 746 1327 762</box>
part-row <box>67 461 393 504</box>
part-text: சீ.டில்லிபாபு, பஜனை கோயில் தெரு, கங்கா தரநல்லூர், புதுப்பட்டு, இராணிப்பேட்டை. <box>150 2029 383 2064</box>
